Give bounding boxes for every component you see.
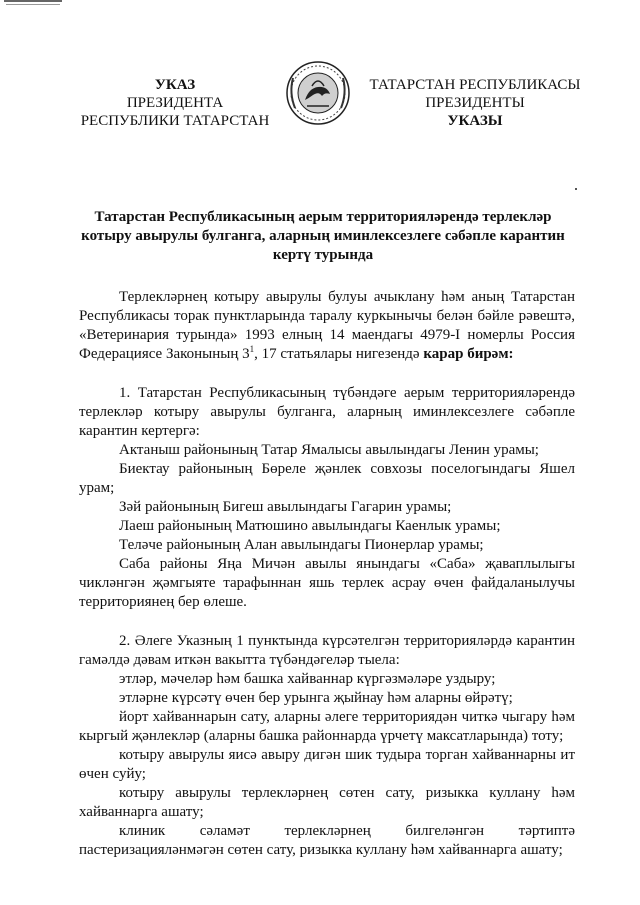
section-1-item: Биектау районының Бөреле җәнлек совхозы поселогындагы Яшел урам; (79, 461, 575, 496)
section-2-item: этләрне күрсәтү өчен бер урынга җыйнау һәм аларны өйрәтү; (119, 690, 513, 706)
scan-speck (575, 188, 577, 190)
header-left-line-2: ПРЕЗИДЕНТА (126, 95, 224, 111)
header-left-line-3: РЕСПУБЛИКИ ТАТАРСТАН (80, 113, 270, 129)
section-1-item: Зәй районының Бигеш авылындагы Гагарин урамы; (119, 499, 452, 515)
section-1-item: Теләче районының Алан авылындагы Пионерлар урамы; (119, 537, 484, 553)
preamble (79, 288, 575, 364)
preamble-resolution: карар бирәм: (423, 346, 514, 362)
top-edge-mark-2 (6, 4, 60, 5)
decree-title: Татарстан Республикасының аерым территорияләрендә терлекләр котыру авырулы булганга, аларның иминлексезлеге сәбәпле карантин кертү турында (81, 209, 565, 263)
header-left (70, 76, 280, 130)
preamble-text: Терлекләрнең котыру авырулы булуы ачыклану һәм аның Татарстан Республикасы торак пунктларында таралу куркынычы белән бәйле рәвештә, «Ветеринария турында» 1993 елның 14 маендагы 4979-I номерлы Россия Федерациясе Законының 3 (79, 289, 575, 362)
section-1-item: Лаеш районының Матюшино авылындагы Каенлык урамы; (119, 518, 501, 534)
section-1-intro: 1. Татарстан Республикасының түбәндәге аерым территорияләрендә терлекләр котыру авырулы булганга, аларның иминлексезлеге сәбәпле карантин кертергә: (79, 385, 575, 439)
header-right-line-1: ТАТАРСТАН РЕСПУБЛИКАСЫ (369, 77, 581, 93)
section-2-item: этләр, мәчеләр һәм башка хайваннар күргәзмәләре уздыру; (119, 671, 496, 687)
header-left-line-1: УКАЗ (154, 77, 196, 93)
header-right-line-3: УКАЗЫ (447, 113, 503, 129)
header-right (360, 76, 590, 130)
preamble-text-after: , 17 статьялары нигезендә (254, 346, 420, 362)
section-2-item: котыру авырулы яисә авыру дигән шик тудыра торган хайваннарны ит өчен суйу; (79, 747, 575, 782)
top-edge-mark (4, 0, 62, 2)
section-2-item: котыру авырулы терлекләрнең сөтен сату, ризыкка куллану һәм хайваннарга ашату; (79, 785, 575, 820)
section-1-item: Актаныш районының Татар Ямалысы авылындагы Ленин урамы; (119, 442, 539, 458)
coat-of-arms-emblem (285, 60, 351, 126)
preamble-superscript: 1 (249, 344, 255, 354)
section-1-item: Саба районы Яңа Мичән авылы янындагы «Саба» җаваплылыгы чикләнгән җәмгыяте тарафыннан яшь терлек асрау өчен файдаланылучы территориянең бер өлеше. (79, 556, 575, 610)
section-2-item: йорт хайваннарын сату, аларны әлеге территориядән читкә чыгару һәм кыргый җәнлекләр (аларны башка районнарда үрчетү максатларында) тоту; (79, 709, 575, 744)
section-2-item: клиник сәламәт терлекләрнең билгеләнгән тәртиптә пастеризацияләнмәгән сөтен сату, ризыкка куллану һәм хайваннарга ашату; (79, 823, 575, 858)
header-right-line-2: ПРЕЗИДЕНТЫ (425, 95, 525, 111)
decree-body (79, 288, 575, 860)
section-2-intro: 2. Әлеге Указның 1 пунктында күрсәтелгән территорияләрдә карантин гамәлдә дәвам иткән вакытта түбәндәгеләр тыела: (79, 633, 575, 668)
